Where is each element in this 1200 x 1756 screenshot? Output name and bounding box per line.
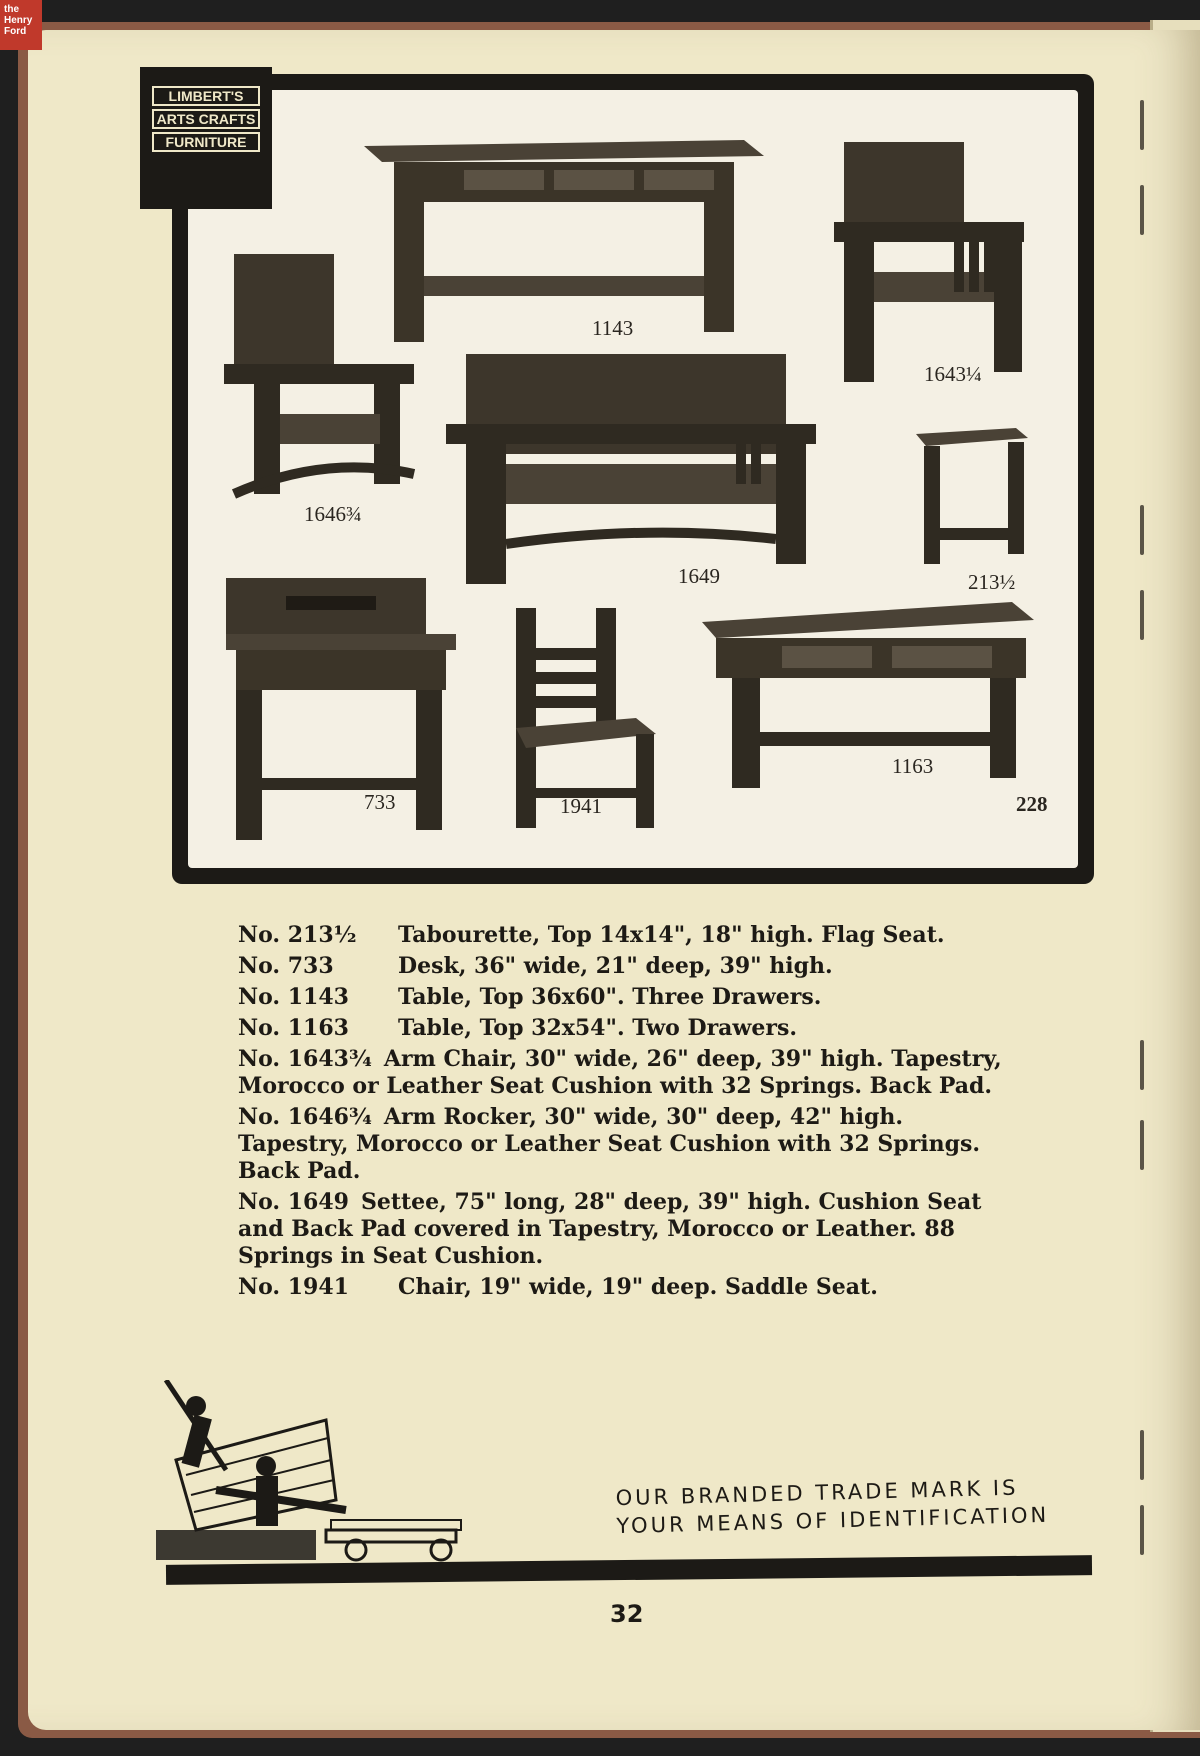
catalog-entry-description: Arm Chair, 30" wide, 26" deep, 39" high. Tapestry, Morocco or Leather Seat Cushion with 32 Springs. Back Pad. (238, 1046, 1002, 1099)
binding-stitch (1140, 1505, 1144, 1555)
catalog-entry (238, 1104, 1008, 1185)
binding-stitch (1140, 100, 1144, 150)
binding-stitch (1140, 1120, 1144, 1170)
catalog-entry-number: No. 1941 (238, 1274, 349, 1300)
catalog-entry-description: Chair, 19" wide, 19" deep. Saddle Seat. (398, 1274, 878, 1300)
binding-stitch (1140, 1430, 1144, 1480)
binding-stitch (1140, 505, 1144, 555)
catalog-entry-number: No. 1649 (238, 1189, 349, 1215)
label-1646-threequarter: 1646¾ (304, 502, 362, 526)
brand-line-2: ARTS CRAFTS (152, 109, 260, 129)
catalog-entry-description: Tabourette, Top 14x14", 18" high. Flag Seat. (398, 922, 945, 948)
limberts-brand-logo (140, 67, 272, 209)
catalog-entry-description: Desk, 36" wide, 21" deep, 39" high. (398, 953, 833, 979)
rocker-1646-illustration (224, 254, 424, 514)
plate-number: 228 (1016, 792, 1048, 816)
page-number: 32 (610, 1600, 644, 1628)
binding-stitch (1140, 1040, 1144, 1090)
catalog-entry-number: No. 213½ (238, 922, 357, 948)
catalog-entry-number: No. 733 (238, 953, 334, 979)
desk-733-illustration (226, 578, 466, 848)
brand-line-1: LIMBERT'S (152, 86, 260, 106)
furniture-plate (172, 74, 1094, 884)
binding-stitch (1140, 590, 1144, 640)
catalog-entry-description: Settee, 75" long, 28" deep, 39" high. Cushion Seat and Back Pad covered in Tapestry, Morocco or Leather. 88 Springs in Seat Cushion. (238, 1189, 982, 1269)
catalog-entry-number: No. 1646¾ (238, 1104, 372, 1130)
catalog-descriptions (238, 922, 1008, 1305)
label-1163: 1163 (892, 754, 934, 778)
label-1649: 1649 (678, 564, 720, 588)
catalog-entry-number: No. 1643¾ (238, 1046, 372, 1072)
binding-stitch (1140, 185, 1144, 235)
catalog-entry (238, 1274, 1008, 1301)
catalog-entry (238, 984, 1008, 1011)
catalog-entry-number: No. 1143 (238, 984, 349, 1010)
museum-logo: the Henry Ford (0, 0, 42, 50)
settee-1649-illustration (446, 354, 866, 594)
tabourette-213-illustration (916, 428, 1036, 568)
table-1163-illustration (702, 602, 1042, 802)
label-733: 733 (364, 790, 396, 814)
label-213-half: 213½ (968, 570, 1016, 594)
trademark-line-1: OUR BRANDED TRADE MARK IS (615, 1475, 1019, 1511)
catalog-entry (238, 1015, 1008, 1042)
catalog-entry-number: No. 1163 (238, 1015, 349, 1041)
catalog-entry (238, 922, 1008, 949)
catalog-entry (238, 953, 1008, 980)
plate-image-area (188, 90, 1078, 868)
brand-line-3: FURNITURE (152, 132, 260, 152)
catalog-entry (238, 1189, 1008, 1270)
woodworkers-woodcut-illustration (156, 1380, 516, 1570)
trademark-line-2: YOUR MEANS OF IDENTIFICATION (616, 1502, 1050, 1539)
catalog-entry (238, 1046, 1008, 1100)
table-1143-illustration (364, 126, 764, 346)
catalog-entry-description: Arm Rocker, 30" wide, 30" deep, 42" high. Tapestry, Morocco or Leather Seat Cushion with 32 Springs. Back Pad. (238, 1104, 981, 1184)
catalog-entry-description: Table, Top 32x54". Two Drawers. (398, 1015, 797, 1041)
catalog-entry-description: Table, Top 36x60". Three Drawers. (398, 984, 822, 1010)
label-1143: 1143 (592, 316, 634, 340)
label-1941: 1941 (560, 794, 602, 818)
label-1643-quarter: 1643¼ (924, 362, 982, 386)
